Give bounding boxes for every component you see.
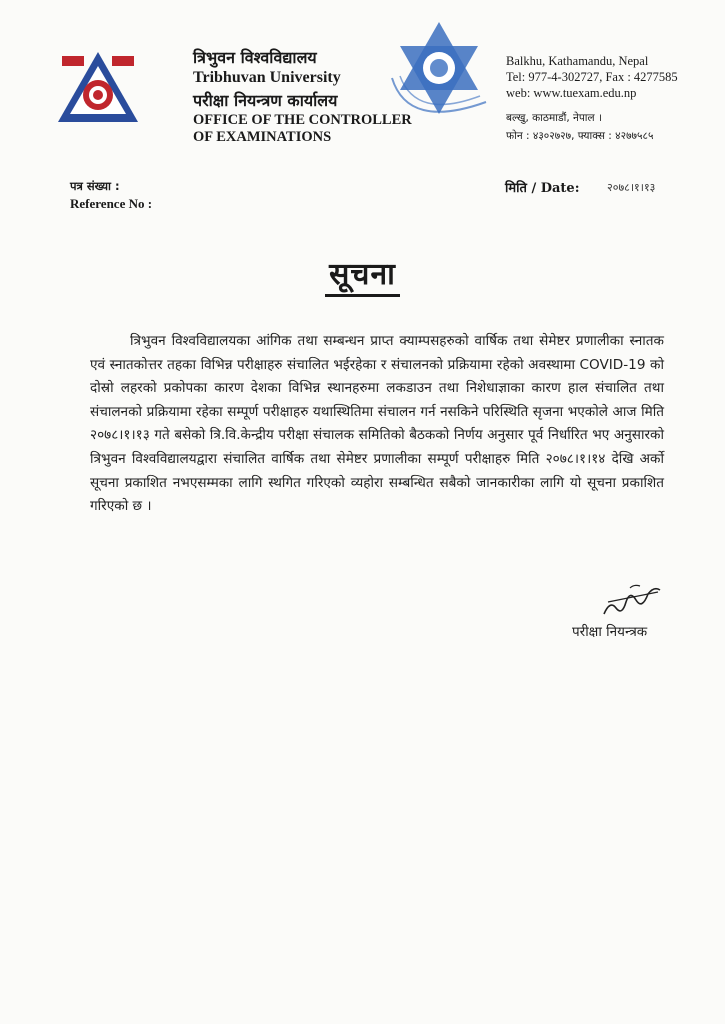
phone-np: फोन : ४३०२७२७, फ्याक्स : ४२७७५८५ bbox=[506, 130, 654, 142]
notice-body: त्रिभुवन विश्वविद्यालयका आंगिक तथा सम्बन्धन प्राप्त क्याम्पसहरुको वार्षिक तथा सेमेष्टर प्रणालीका स्नातक एवं स्नातकोत्तर तहका विभिन्न परीक्षाहरु संचालित भईरहेका र संचालनको प्रक्रियामा रहेको अवस्थामा COVID-19 को दोस्रो लहरको प्रकोपका कारण देशका विभिन्न स्थानहरुमा लकडाउन तथा निशेधाज्ञाका कारण हाल संचालित तथा संचालनको प्रक्रियामा रहेका सम्पूर्ण परीक्षाहरु यथास्थितिमा संचालन गर्न नसकिने परिस्थिति सृजना भएकोले आज मिति २०७८।१।१३ गते बसेको त्रि.वि.केन्द्रीय परीक्षा संचालक समितिको बैठकको निर्णय अनुसार पूर्व निर्धारित भए अनुसारको त्रिभुवन विश्वविद्यालयद्वारा संचालित वार्षिक तथा सेमेष्टर प्रणालीका सम्पूर्ण परीक्षाहरु मिति २०७८।१।१४ देखि अर्को सूचना प्रकाशित नभएसम्मका लागि स्थगित गरिएको व्यहोरा सम्बन्धित सबैको जानकारीका लागि यो सूचना प्रकाशित गरिएको छ । bbox=[90, 333, 664, 515]
reference-label-en: Reference No : bbox=[70, 196, 153, 211]
university-name-en: Tribhuvan University bbox=[193, 69, 341, 86]
office-name-en-line1: OFFICE OF THE CONTROLLER bbox=[193, 112, 412, 128]
office-seal-stamp bbox=[378, 18, 500, 136]
address-en: Balkhu, Kathamandu, Nepal bbox=[506, 54, 649, 68]
date-value: २०७८।१।१३ bbox=[607, 181, 656, 194]
address-np: बल्खु, काठमाडौं, नेपाल । bbox=[506, 112, 602, 124]
reference-label-np: पत्र संख्या : bbox=[70, 179, 120, 193]
notice-title: सूचना bbox=[325, 257, 400, 297]
reference-block bbox=[70, 177, 152, 213]
phone-en: Tel: 977-4-302727, Fax : 4277585 bbox=[506, 70, 678, 84]
office-name-np: परीक्षा नियन्त्रण कार्यालय bbox=[193, 91, 338, 110]
date-label: मिति / Date: bbox=[505, 181, 580, 196]
tribhuvan-university-logo bbox=[56, 50, 140, 124]
contact-info bbox=[506, 53, 706, 145]
university-name-np: त्रिभुवन विश्वविद्यालय bbox=[193, 48, 317, 67]
office-name-en-line2: OF EXAMINATIONS bbox=[193, 129, 332, 145]
website: web: www.tuexam.edu.np bbox=[506, 86, 637, 100]
handwritten-signature bbox=[600, 580, 664, 620]
notice-title-wrapper bbox=[0, 252, 725, 293]
signatory-title: परीक्षा नियन्त्रक bbox=[572, 624, 648, 640]
